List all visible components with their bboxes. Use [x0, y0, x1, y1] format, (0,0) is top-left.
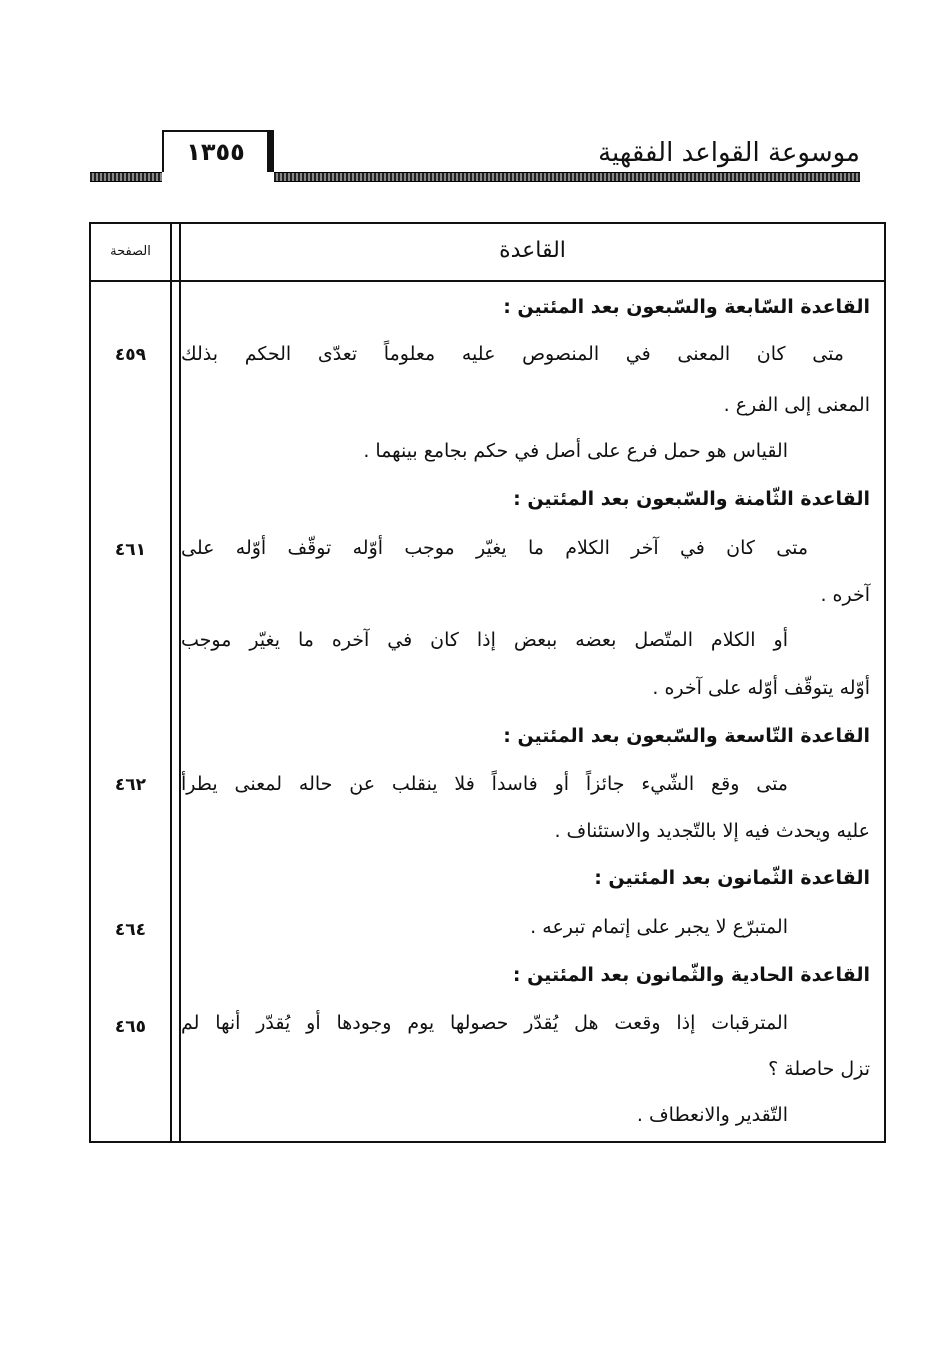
entry-page-number: ٤٦٥: [114, 1017, 147, 1037]
entry-heading: القاعدة الحادية والثّمانون بعد المئتين :: [512, 964, 870, 986]
entry-heading: القاعدة الثّمانون بعد المئتين :: [594, 867, 870, 889]
entry-heading: القاعدة الثّامنة والسّبعون بعد المئتين :: [513, 488, 870, 510]
entry-heading: القاعدة التّاسعة والسّبعون بعد المئتين :: [503, 725, 870, 747]
entry-text-line: أوّله يتوقّف أوّله على آخره .: [652, 677, 870, 699]
entry-text-line: متى كان المعنى في المنصوص عليه معلوماً تعدّى الحكم بذلك: [181, 343, 844, 365]
entry-text-line: آخره .: [820, 584, 870, 606]
header-rule: [90, 172, 860, 182]
entry-page-number: ٤٦٢: [114, 775, 147, 795]
entry-page-number: ٤٥٩: [114, 345, 147, 365]
entry-text-line: القياس هو حمل فرع على أصل في حكم بجامع بينهما .: [363, 440, 788, 462]
entry-text-line: المتبرّع لا يجبر على إتمام تبرعه .: [530, 916, 788, 938]
entry-page-number: ٤٦١: [114, 540, 147, 560]
header-divider: [91, 280, 884, 282]
entry-page-number: ٤٦٤: [114, 920, 147, 940]
entry-text-line: التّقدير والانعطاف .: [636, 1104, 788, 1126]
column-header-rule: القاعدة: [499, 238, 566, 263]
running-header-title: موسوعة القواعد الفقهية: [598, 138, 860, 168]
entry-text-line: أو الكلام المتّصل بعضه ببعض إذا كان في آخره ما يغيّر موجب: [181, 629, 788, 651]
index-table: [89, 222, 886, 1143]
entry-text-line: المترقبات إذا وقعت هل يُقدّر حصولها يوم وجودها أو يُقدّر أنها لم: [181, 1012, 788, 1034]
entry-heading: القاعدة السّابعة والسّبعون بعد المئتين :: [503, 296, 870, 318]
column-header-page: الصفحة: [110, 244, 151, 259]
entry-text-line: متى كان في آخر الكلام ما يغيّر موجب أوّله توقّف أوّله على: [181, 537, 808, 559]
column-separator: [170, 224, 172, 1141]
entry-text-line: متى وقع الشّيء جائزاً أو فاسداً فلا ينقلب عن حاله لمعنى يطرأ: [181, 773, 788, 795]
entry-text-line: المعنى إلى الفرع .: [723, 394, 870, 416]
page-number-box: ١٣٥٥: [162, 130, 274, 174]
entry-text-line: عليه ويحدث فيه إلا بالتّجديد والاستئناف .: [554, 820, 870, 842]
entry-text-line: تزل حاصلة ؟: [768, 1058, 870, 1080]
